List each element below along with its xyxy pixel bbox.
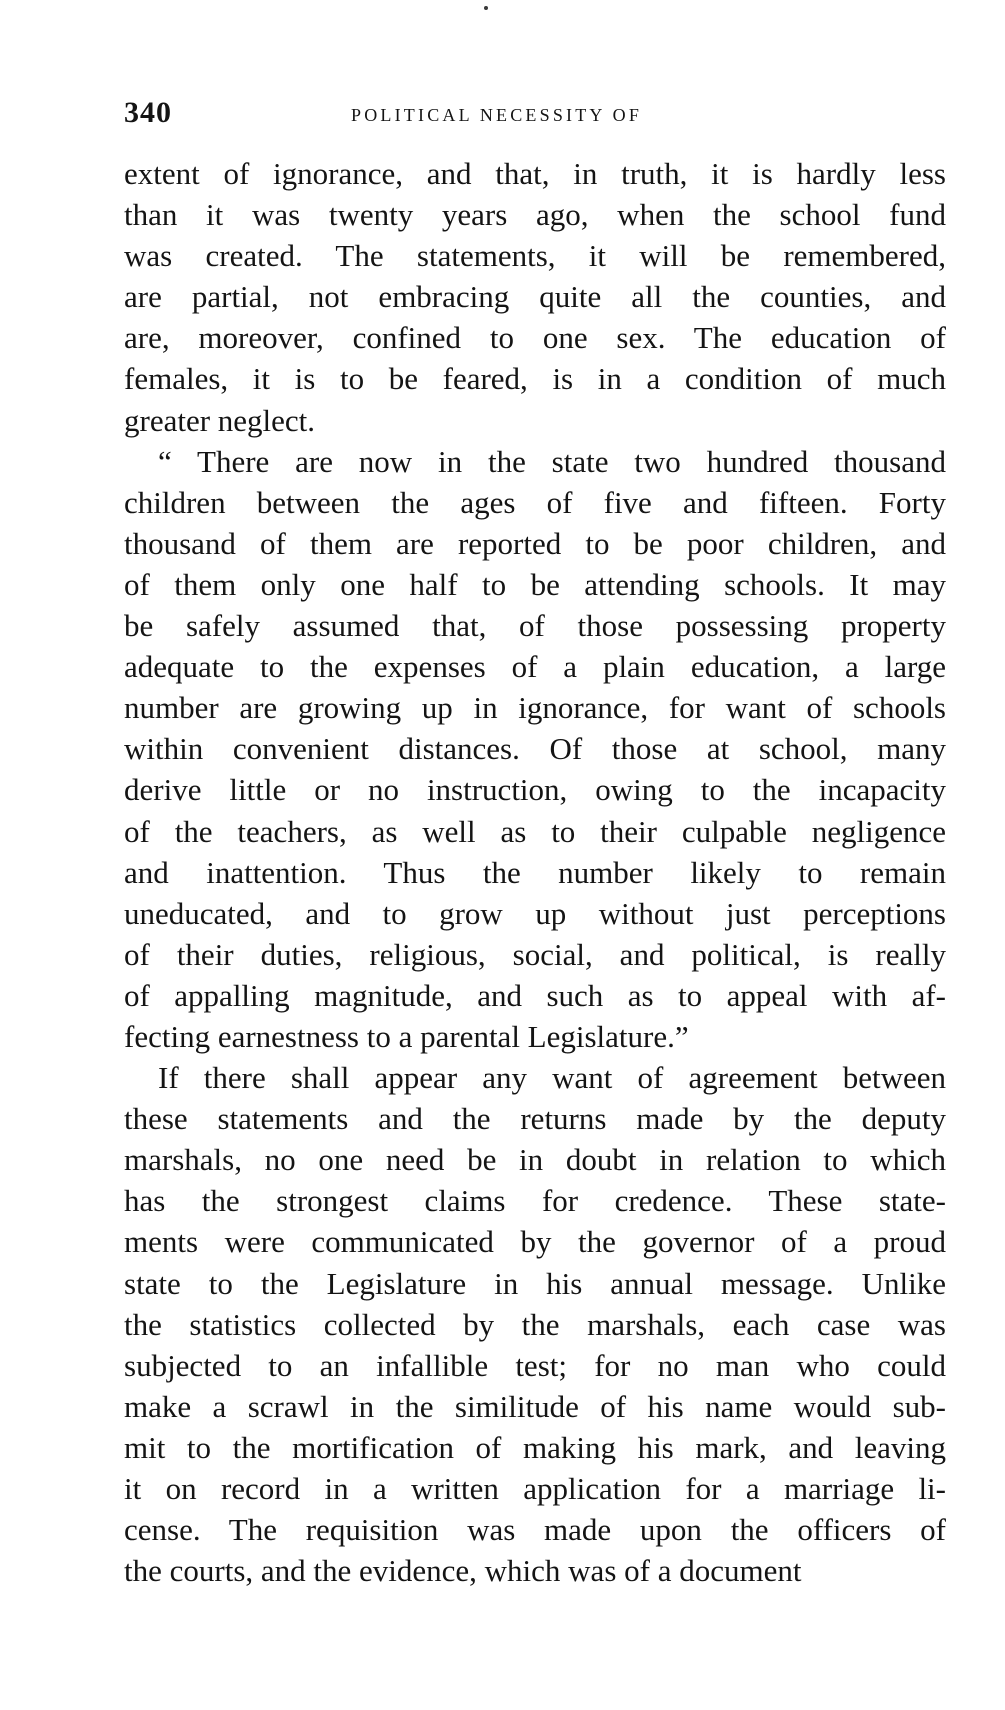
paragraph <box>124 441 946 1057</box>
text-line: and inattention. Thus the number likely to remain <box>124 854 946 890</box>
paragraph <box>124 1057 946 1591</box>
text-line: subjected to an infallible test; for no man who could <box>124 1347 946 1383</box>
text-line: greater neglect. <box>124 402 316 438</box>
text-line: fecting earnestness to a parental Legislature.” <box>124 1018 689 1054</box>
text-line: number are growing up in ignorance, for want of schools <box>124 690 946 726</box>
text-line: of their duties, religious, social, and political, is really <box>124 936 946 972</box>
text-line: these statements and the returns made by the deputy <box>124 1101 946 1137</box>
text-line: “ There are now in the state two hundred thousand <box>158 443 946 479</box>
text-line: ments were communicated by the governor of a proud <box>124 1224 946 1260</box>
text-line: thousand of them are reported to be poor children, and <box>124 525 946 561</box>
text-line: of the teachers, as well as to their culpable negligence <box>124 813 946 849</box>
text-line: derive little or no instruction, owing to the incapacity <box>124 772 946 808</box>
text-line: within convenient distances. Of those at school, many <box>124 731 946 767</box>
text-line: state to the Legislature in his annual message. Unlike <box>124 1265 946 1301</box>
paragraph <box>124 153 946 441</box>
text-line: children between the ages of five and fifteen. Forty <box>124 484 946 520</box>
text-line: of them only one half to be attending schools. It may <box>124 566 946 602</box>
running-head <box>124 96 944 136</box>
text-line: are partial, not embracing quite all the counties, and <box>124 279 946 315</box>
text-line: it on record in a written application for a marriage li- <box>124 1471 946 1506</box>
text-line: was created. The statements, it will be remembered, <box>124 238 946 274</box>
text-line: the statistics collected by the marshals, each case was <box>124 1306 946 1342</box>
page-number: 340 <box>124 96 172 129</box>
text-line: make a scrawl in the similitude of his name would sub- <box>124 1388 946 1424</box>
text-line: of appalling magnitude, and such as to appeal with af- <box>124 977 946 1013</box>
text-line: than it was twenty years ago, when the school fund <box>124 197 946 233</box>
print-speck <box>484 6 488 10</box>
body-text <box>124 153 946 1591</box>
text-line: are, moreover, confined to one sex. The education of <box>124 320 946 356</box>
text-line: the courts, and the evidence, which was of a document <box>124 1553 802 1589</box>
text-line: females, it is to be feared, is in a condition of much <box>124 361 946 397</box>
text-line: uneducated, and to grow up without just perceptions <box>124 895 946 931</box>
text-line: cense. The requisition was made upon the officers of <box>124 1512 946 1548</box>
text-line: be safely assumed that, of those possessing property <box>124 608 946 644</box>
text-line: extent of ignorance, and that, in truth, it is hardly less <box>124 156 946 191</box>
text-line: adequate to the expenses of a plain education, a large <box>124 649 946 685</box>
text-line: has the strongest claims for credence. These state- <box>124 1183 946 1219</box>
text-line: marshals, no one need be in doubt in relation to which <box>124 1142 946 1178</box>
text-line: mit to the mortification of making his mark, and leaving <box>124 1429 946 1465</box>
running-title: POLITICAL NECESSITY OF <box>351 105 643 125</box>
text-line: If there shall appear any want of agreement between <box>158 1060 946 1096</box>
